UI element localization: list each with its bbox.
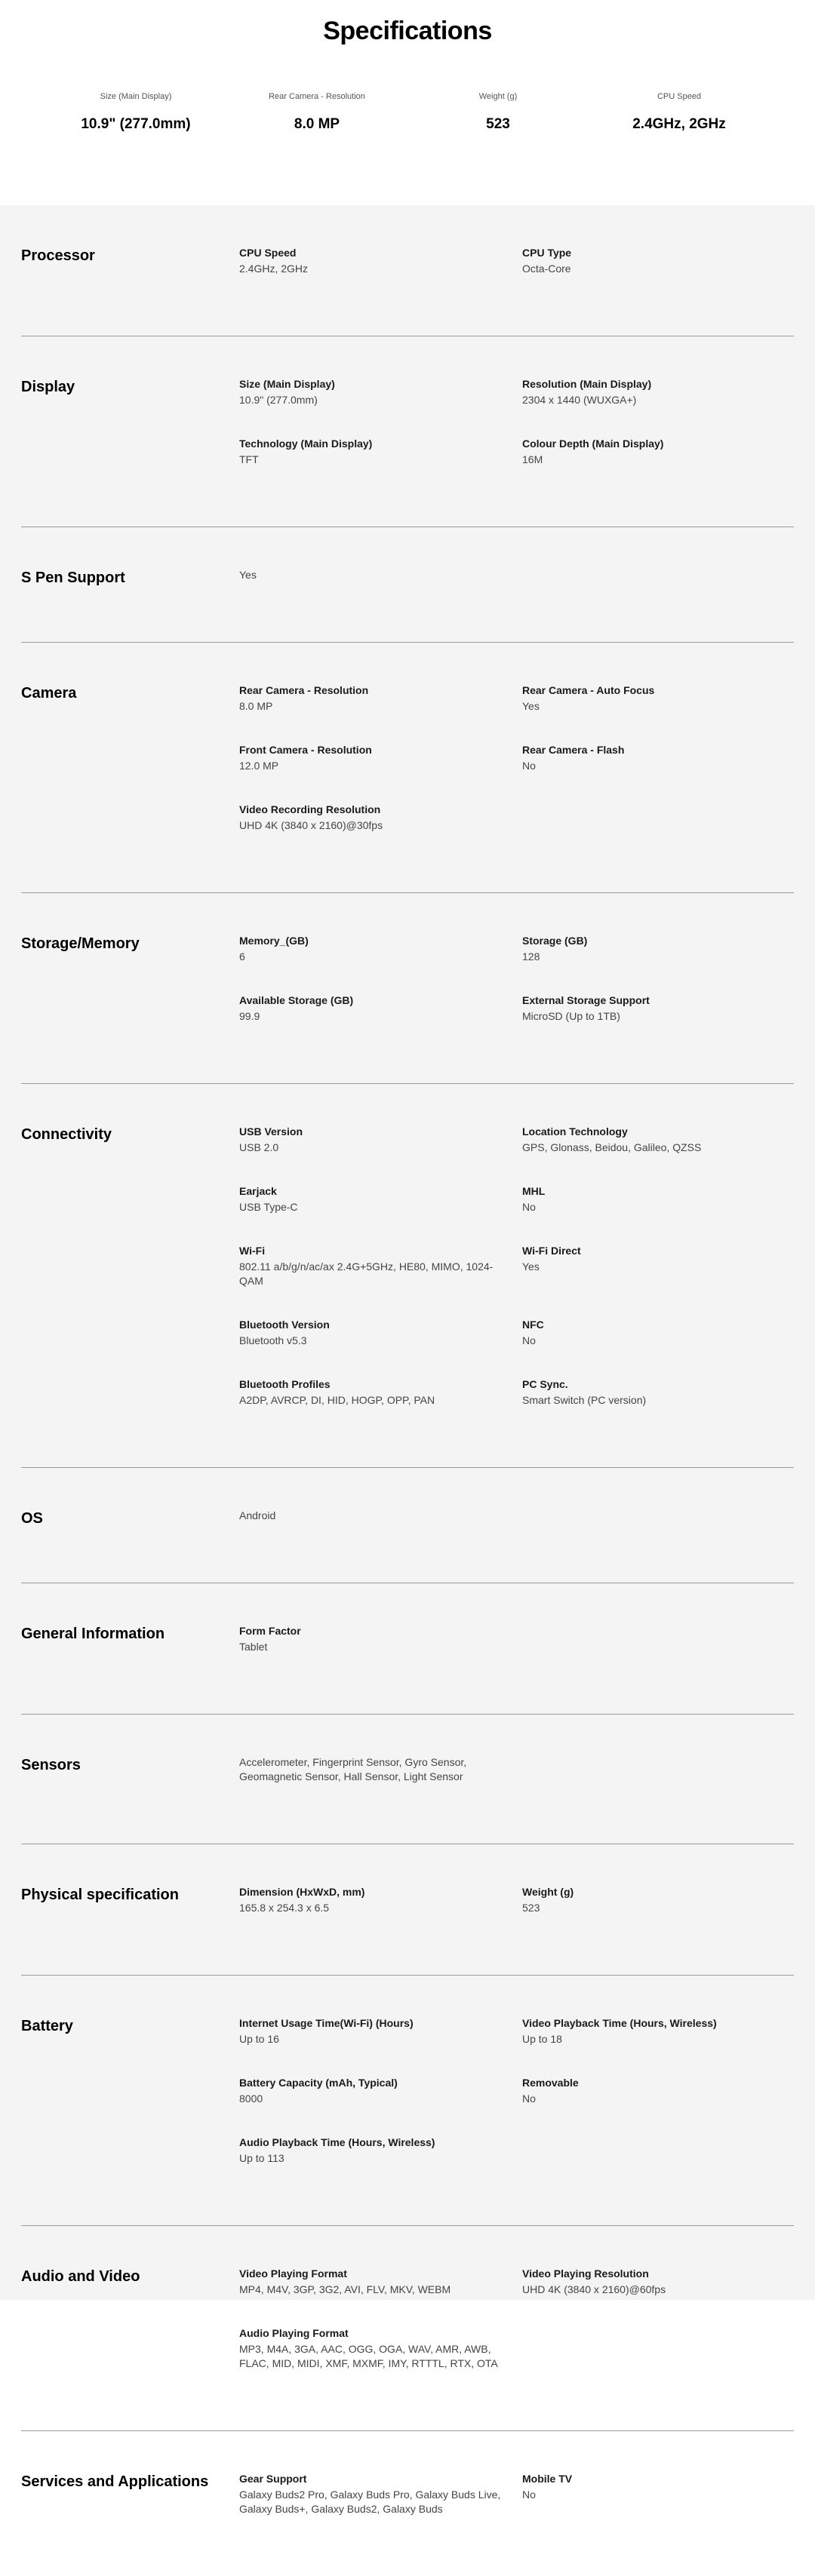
spec-value: 165.8 x 254.3 x 6.5: [239, 1902, 330, 1914]
section-title: Connectivity: [21, 1126, 112, 1143]
spec-name: Memory_(GB): [239, 935, 309, 947]
spec-item: [239, 1318, 522, 1348]
spec-item: [522, 1125, 794, 1155]
spec-name: CPU Speed: [239, 247, 297, 259]
spec-value: 523: [522, 1902, 540, 1914]
spec-section-connectivity: [21, 1084, 794, 1468]
key-spec-label: Rear Camera - Resolution: [269, 92, 365, 101]
spec-name: Wi-Fi: [239, 1245, 266, 1257]
spec-item: [522, 1318, 794, 1348]
spec-name: Rear Camera - Auto Focus: [522, 684, 655, 696]
spec-value: Octa-Core: [522, 263, 571, 275]
spec-name: Rear Camera - Flash: [522, 744, 625, 756]
spec-item: [522, 1184, 794, 1214]
section-title: Storage/Memory: [21, 935, 140, 952]
spec-value: Accelerometer, Fingerprint Sensor, Gyro Sensor, Geomagnetic Sensor, Hall Sensor, Light Sensor: [239, 1756, 467, 1782]
spec-value: No: [522, 1201, 536, 1213]
spec-item: [522, 2016, 794, 2046]
spec-value: No: [522, 2092, 536, 2105]
spec-name: Video Playing Format: [239, 2267, 347, 2280]
section-title: Physical specification: [21, 1887, 179, 1903]
spec-name: Removable: [522, 2077, 579, 2089]
spec-section-os: [21, 1468, 794, 1583]
spec-name: Colour Depth (Main Display): [522, 438, 664, 450]
spec-item: [239, 2267, 522, 2297]
spec-items: [239, 2267, 794, 2400]
spec-item: [522, 993, 794, 1024]
spec-name: Video Playing Resolution: [522, 2267, 649, 2280]
spec-item: [239, 437, 522, 467]
spec-section-services-and-applications: [21, 2431, 794, 2576]
spec-item: [239, 683, 522, 714]
spec-value: Yes: [239, 569, 257, 581]
spec-item: [522, 1244, 794, 1288]
spec-section-display: [21, 336, 794, 527]
spec-section-s-pen-support: [21, 527, 794, 643]
spec-value: 12.0 MP: [239, 760, 279, 772]
spec-name: Audio Playing Format: [239, 2327, 349, 2339]
spec-name: Form Factor: [239, 1625, 301, 1637]
spec-name: Storage (GB): [522, 935, 588, 947]
key-spec-rear-camera: [226, 92, 408, 133]
spec-item: [239, 1755, 522, 1784]
spec-items: [239, 1509, 794, 1552]
spec-value: Bluetooth v5.3: [239, 1334, 307, 1346]
spec-value: 99.9: [239, 1010, 260, 1022]
spec-name: PC Sync.: [522, 1378, 568, 1390]
key-spec-value: 8.0 MP: [294, 116, 340, 132]
key-spec-cpu-speed: [589, 92, 770, 133]
spec-name: Battery Capacity (mAh, Typical): [239, 2077, 398, 2089]
spec-section-storage-memory: [21, 893, 794, 1084]
spec-item: [522, 2472, 794, 2516]
spec-name: External Storage Support: [522, 994, 650, 1006]
spec-value: MP4, M4V, 3GP, 3G2, AVI, FLV, MKV, WEBM: [239, 2283, 451, 2295]
spec-value: 2.4GHz, 2GHz: [239, 263, 309, 275]
section-title: OS: [21, 1510, 43, 1527]
spec-item: [239, 993, 522, 1024]
spec-value: Galaxy Buds2 Pro, Galaxy Buds Pro, Galaxy Buds Live, Galaxy Buds+, Galaxy Buds2, Galaxy Buds: [239, 2488, 501, 2515]
spec-item: [239, 1624, 522, 1654]
spec-item: [239, 2326, 522, 2371]
section-title: S Pen Support: [21, 570, 125, 586]
spec-name: Rear Camera - Resolution: [239, 684, 369, 696]
spec-items: [239, 246, 794, 305]
spec-item: [522, 377, 794, 407]
specs-header: [0, 0, 815, 205]
spec-value: No: [522, 1334, 536, 1346]
spec-value: 10.9" (277.0mm): [239, 394, 318, 406]
section-title: Processor: [21, 247, 95, 264]
spec-value: Up to 18: [522, 2033, 562, 2045]
spec-items: [239, 2016, 794, 2195]
spec-name: Bluetooth Version: [239, 1319, 330, 1331]
spec-item: [522, 2076, 794, 2106]
spec-value: USB Type-C: [239, 1201, 298, 1213]
spec-item: [239, 246, 522, 276]
spec-value: UHD 4K (3840 x 2160)@60fps: [522, 2283, 666, 2295]
spec-name: USB Version: [239, 1125, 303, 1138]
key-spec-label: Weight (g): [478, 92, 518, 101]
spec-name: Resolution (Main Display): [522, 378, 652, 390]
section-title: Camera: [21, 685, 77, 702]
spec-value: Yes: [522, 1260, 540, 1273]
spec-value: Up to 16: [239, 2033, 279, 2045]
spec-value: 8000: [239, 2092, 263, 2105]
spec-value: 802.11 a/b/g/n/ac/ax 2.4G+5GHz, HE80, MIMO, 1024-QAM: [239, 1260, 494, 1287]
spec-item: [522, 1377, 794, 1408]
spec-name: Wi-Fi Direct: [522, 1245, 581, 1257]
spec-item: [239, 1125, 522, 1155]
spec-value: Smart Switch (PC version): [522, 1394, 647, 1406]
spec-sections: [0, 205, 815, 2515]
section-title: Display: [21, 379, 75, 395]
spec-name: Video Recording Resolution: [239, 803, 381, 815]
spec-value: 16M: [522, 453, 543, 465]
spec-section-general-information: [21, 1583, 794, 1715]
spec-name: Video Playback Time (Hours, Wireless): [522, 2017, 717, 2029]
spec-items: [239, 934, 794, 1053]
page-title: Specifications: [323, 17, 492, 45]
key-spec-label: Size (Main Display): [100, 92, 172, 101]
spec-value: Yes: [522, 700, 540, 712]
key-spec-value: 523: [486, 116, 510, 132]
spec-section-camera: [21, 643, 794, 893]
section-title: Battery: [21, 2018, 73, 2034]
spec-value: 8.0 MP: [239, 700, 273, 712]
spec-section-physical-specification: [21, 1844, 794, 1976]
spec-name: Mobile TV: [522, 2473, 573, 2485]
spec-section-processor: [21, 205, 794, 336]
spec-items: [239, 1885, 794, 1945]
spec-name: Gear Support: [239, 2473, 307, 2485]
spec-name: Dimension (HxWxD, mm): [239, 1886, 365, 1898]
spec-item: [239, 743, 522, 773]
spec-item: [522, 246, 794, 276]
spec-value: GPS, Glonass, Beidou, Galileo, QZSS: [522, 1141, 702, 1153]
spec-item: [239, 803, 522, 833]
spec-item: [239, 2135, 522, 2166]
spec-items: [239, 683, 794, 862]
spec-item: [239, 377, 522, 407]
spec-item: [239, 1184, 522, 1214]
spec-name: Technology (Main Display): [239, 438, 373, 450]
spec-section-sensors: [21, 1715, 794, 1844]
spec-value: A2DP, AVRCP, DI, HID, HOGP, OPP, PAN: [239, 1394, 435, 1406]
spec-value: MicroSD (Up to 1TB): [522, 1010, 620, 1022]
spec-item: [239, 2076, 522, 2106]
spec-name: CPU Type: [522, 247, 572, 259]
spec-value: 2304 x 1440 (WUXGA+): [522, 394, 637, 406]
spec-items: [239, 1125, 794, 1437]
spec-value: MP3, M4A, 3GA, AAC, OGG, OGA, WAV, AMR, AWB, FLAC, MID, MIDI, XMF, MXMF, IMY, RTTTL, RTX, OTA: [239, 2343, 498, 2369]
spec-name: NFC: [522, 1319, 544, 1331]
spec-item: [239, 1509, 522, 1523]
spec-name: MHL: [522, 1185, 546, 1197]
section-title: General Information: [21, 1626, 165, 1642]
spec-value: UHD 4K (3840 x 2160)@30fps: [239, 819, 383, 831]
section-title: Audio and Video: [21, 2268, 140, 2285]
spec-value: Tablet: [239, 1641, 268, 1653]
spec-value: Android: [239, 1509, 276, 1521]
spec-item: [522, 1885, 794, 1915]
spec-name: Available Storage (GB): [239, 994, 354, 1006]
spec-item: [239, 568, 522, 582]
spec-name: Earjack: [239, 1185, 277, 1197]
key-spec-label: CPU Speed: [657, 92, 702, 101]
spec-items: [239, 1755, 794, 1813]
spec-item: [239, 934, 522, 964]
key-spec-weight: [408, 92, 589, 133]
section-title: Services and Applications: [21, 2473, 209, 2490]
spec-name: Bluetooth Profiles: [239, 1378, 331, 1390]
spec-value: USB 2.0: [239, 1141, 279, 1153]
spec-value: No: [522, 760, 536, 772]
spec-section-battery: [21, 1976, 794, 2226]
spec-name: Weight (g): [522, 1886, 574, 1898]
spec-name: Location Technology: [522, 1125, 628, 1138]
spec-item: [239, 2472, 522, 2516]
spec-item: [239, 1244, 522, 1288]
spec-value: 6: [239, 950, 245, 963]
spec-item: [239, 1377, 522, 1408]
spec-item: [522, 437, 794, 467]
section-title: Sensors: [21, 1757, 81, 1773]
spec-name: Front Camera - Resolution: [239, 744, 372, 756]
spec-value: TFT: [239, 453, 259, 465]
spec-value: Up to 113: [239, 2152, 284, 2164]
spec-items: [239, 568, 794, 612]
spec-item: [522, 934, 794, 964]
spec-section-audio-and-video: [21, 2226, 794, 2431]
spec-value: No: [522, 2488, 536, 2501]
spec-name: Audio Playback Time (Hours, Wireless): [239, 2136, 435, 2148]
key-spec-value: 10.9" (277.0mm): [81, 116, 191, 132]
spec-item: [522, 743, 794, 773]
spec-items: [239, 377, 794, 496]
spec-value: 128: [522, 950, 540, 963]
spec-item: [239, 1885, 522, 1915]
key-spec-display-size: [45, 92, 226, 133]
spec-name: Size (Main Display): [239, 378, 335, 390]
spec-item: [522, 2267, 794, 2297]
spec-items: [239, 1624, 794, 1684]
key-spec-value: 2.4GHz, 2GHz: [632, 116, 726, 132]
spec-items: [239, 2472, 794, 2546]
key-specs-bar: [45, 92, 770, 133]
spec-item: [239, 2016, 522, 2046]
spec-item: [522, 683, 794, 714]
spec-name: Internet Usage Time(Wi-Fi) (Hours): [239, 2017, 414, 2029]
